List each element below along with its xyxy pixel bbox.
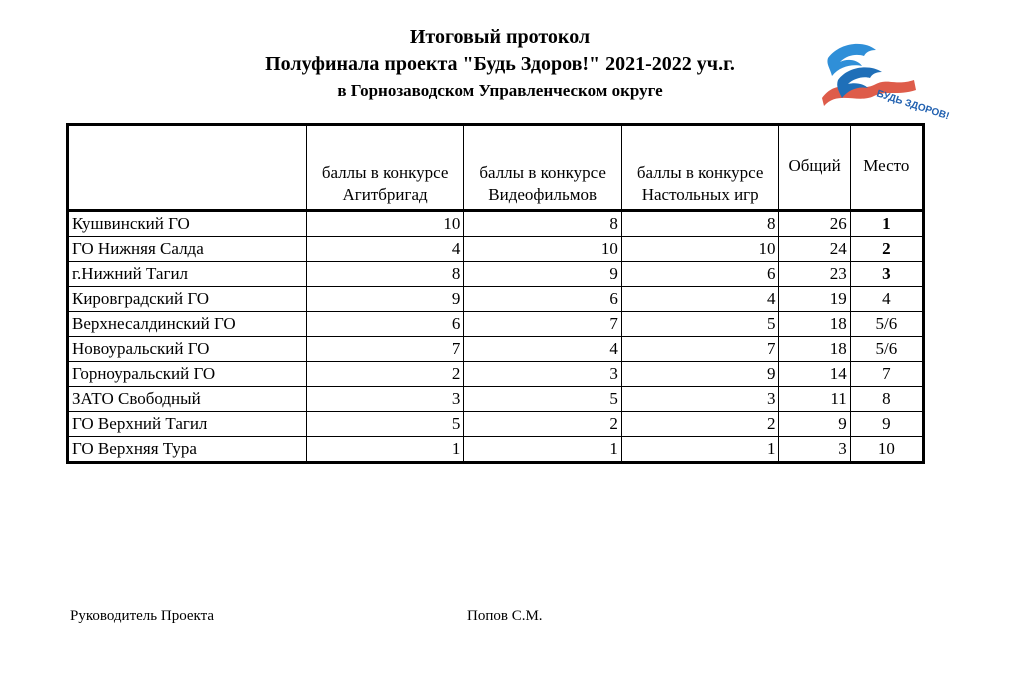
cell-place: 7 bbox=[850, 362, 923, 387]
cell-total-score: 18 bbox=[779, 312, 850, 337]
document-title: Итоговый протокол bbox=[409, 26, 591, 48]
cell-team-name: ГО Верхняя Тура bbox=[68, 437, 307, 463]
cell-team-name: Кировградский ГО bbox=[68, 287, 307, 312]
cell-video-score: 3 bbox=[464, 362, 622, 387]
document-subtitle: Полуфинала проекта "Будь Здоров!" 2021-2022 уч.г. bbox=[265, 53, 735, 75]
header-cell-boardgames: баллы в конкурсе Настольных игр bbox=[621, 125, 779, 211]
cell-team-name: ГО Нижняя Салда bbox=[68, 237, 307, 262]
table-row bbox=[68, 262, 924, 287]
cell-total-score: 3 bbox=[779, 437, 850, 463]
table-row bbox=[68, 211, 924, 237]
table-row bbox=[68, 362, 924, 387]
cell-team-name: г.Нижний Тагил bbox=[68, 262, 307, 287]
cell-boardgames-score: 7 bbox=[621, 337, 779, 362]
cell-place: 4 bbox=[850, 287, 923, 312]
cell-place: 5/6 bbox=[850, 312, 923, 337]
cell-boardgames-score: 5 bbox=[621, 312, 779, 337]
header-cell-video: баллы в конкурсе Видеофильмов bbox=[464, 125, 622, 211]
cell-agitbrigad-score: 6 bbox=[306, 312, 464, 337]
header-cell-total: Общий bbox=[779, 125, 850, 211]
cell-video-score: 2 bbox=[464, 412, 622, 437]
footer-person: Попов С.М. bbox=[467, 608, 543, 624]
cell-total-score: 18 bbox=[779, 337, 850, 362]
cell-agitbrigad-score: 10 bbox=[306, 211, 464, 237]
table-row bbox=[68, 237, 924, 262]
cell-video-score: 6 bbox=[464, 287, 622, 312]
cell-boardgames-score: 1 bbox=[621, 437, 779, 463]
header-cell-name bbox=[68, 125, 307, 211]
cell-place: 5/6 bbox=[850, 337, 923, 362]
cell-agitbrigad-score: 9 bbox=[306, 287, 464, 312]
cell-team-name: Новоуральский ГО bbox=[68, 337, 307, 362]
cell-video-score: 5 bbox=[464, 387, 622, 412]
cell-agitbrigad-score: 8 bbox=[306, 262, 464, 287]
cell-video-score: 1 bbox=[464, 437, 622, 463]
cell-video-score: 4 bbox=[464, 337, 622, 362]
cell-place: 9 bbox=[850, 412, 923, 437]
cell-video-score: 8 bbox=[464, 211, 622, 237]
cell-team-name: Верхнесалдинский ГО bbox=[68, 312, 307, 337]
footer-role: Руководитель Проекта bbox=[70, 608, 215, 624]
document-region: в Горнозаводском Управленческом округе bbox=[337, 81, 663, 100]
cell-total-score: 19 bbox=[779, 287, 850, 312]
table-row bbox=[68, 312, 924, 337]
cell-video-score: 9 bbox=[464, 262, 622, 287]
cell-boardgames-score: 2 bbox=[621, 412, 779, 437]
dolphin-logo-icon bbox=[818, 36, 951, 123]
header-cell-agitbrigad: баллы в конкурсе Агитбригад bbox=[306, 125, 464, 211]
cell-place: 3 bbox=[850, 262, 923, 287]
cell-total-score: 26 bbox=[779, 211, 850, 237]
logo-text: БУДЬ ЗДОРОВ! bbox=[875, 88, 951, 123]
cell-boardgames-score: 4 bbox=[621, 287, 779, 312]
table-row bbox=[68, 412, 924, 437]
cell-team-name: Кушвинский ГО bbox=[68, 211, 307, 237]
table-header-row bbox=[68, 125, 924, 211]
cell-team-name: ГО Верхний Тагил bbox=[68, 412, 307, 437]
cell-boardgames-score: 8 bbox=[621, 211, 779, 237]
cell-total-score: 14 bbox=[779, 362, 850, 387]
table-row bbox=[68, 387, 924, 412]
cell-boardgames-score: 3 bbox=[621, 387, 779, 412]
cell-video-score: 7 bbox=[464, 312, 622, 337]
cell-agitbrigad-score: 7 bbox=[306, 337, 464, 362]
cell-place: 2 bbox=[850, 237, 923, 262]
cell-place: 10 bbox=[850, 437, 923, 463]
cell-place: 1 bbox=[850, 211, 923, 237]
table-row bbox=[68, 337, 924, 362]
cell-agitbrigad-score: 3 bbox=[306, 387, 464, 412]
table-row bbox=[68, 287, 924, 312]
cell-agitbrigad-score: 2 bbox=[306, 362, 464, 387]
cell-boardgames-score: 6 bbox=[621, 262, 779, 287]
header-cell-place: Место bbox=[850, 125, 923, 211]
cell-agitbrigad-score: 5 bbox=[306, 412, 464, 437]
cell-video-score: 10 bbox=[464, 237, 622, 262]
cell-boardgames-score: 10 bbox=[621, 237, 779, 262]
cell-agitbrigad-score: 1 bbox=[306, 437, 464, 463]
cell-total-score: 24 bbox=[779, 237, 850, 262]
cell-total-score: 9 bbox=[779, 412, 850, 437]
cell-agitbrigad-score: 4 bbox=[306, 237, 464, 262]
cell-total-score: 23 bbox=[779, 262, 850, 287]
results-table bbox=[66, 123, 925, 464]
cell-total-score: 11 bbox=[779, 387, 850, 412]
cell-place: 8 bbox=[850, 387, 923, 412]
cell-team-name: Горноуральский ГО bbox=[68, 362, 307, 387]
cell-boardgames-score: 9 bbox=[621, 362, 779, 387]
table-row bbox=[68, 437, 924, 463]
cell-team-name: ЗАТО Свободный bbox=[68, 387, 307, 412]
